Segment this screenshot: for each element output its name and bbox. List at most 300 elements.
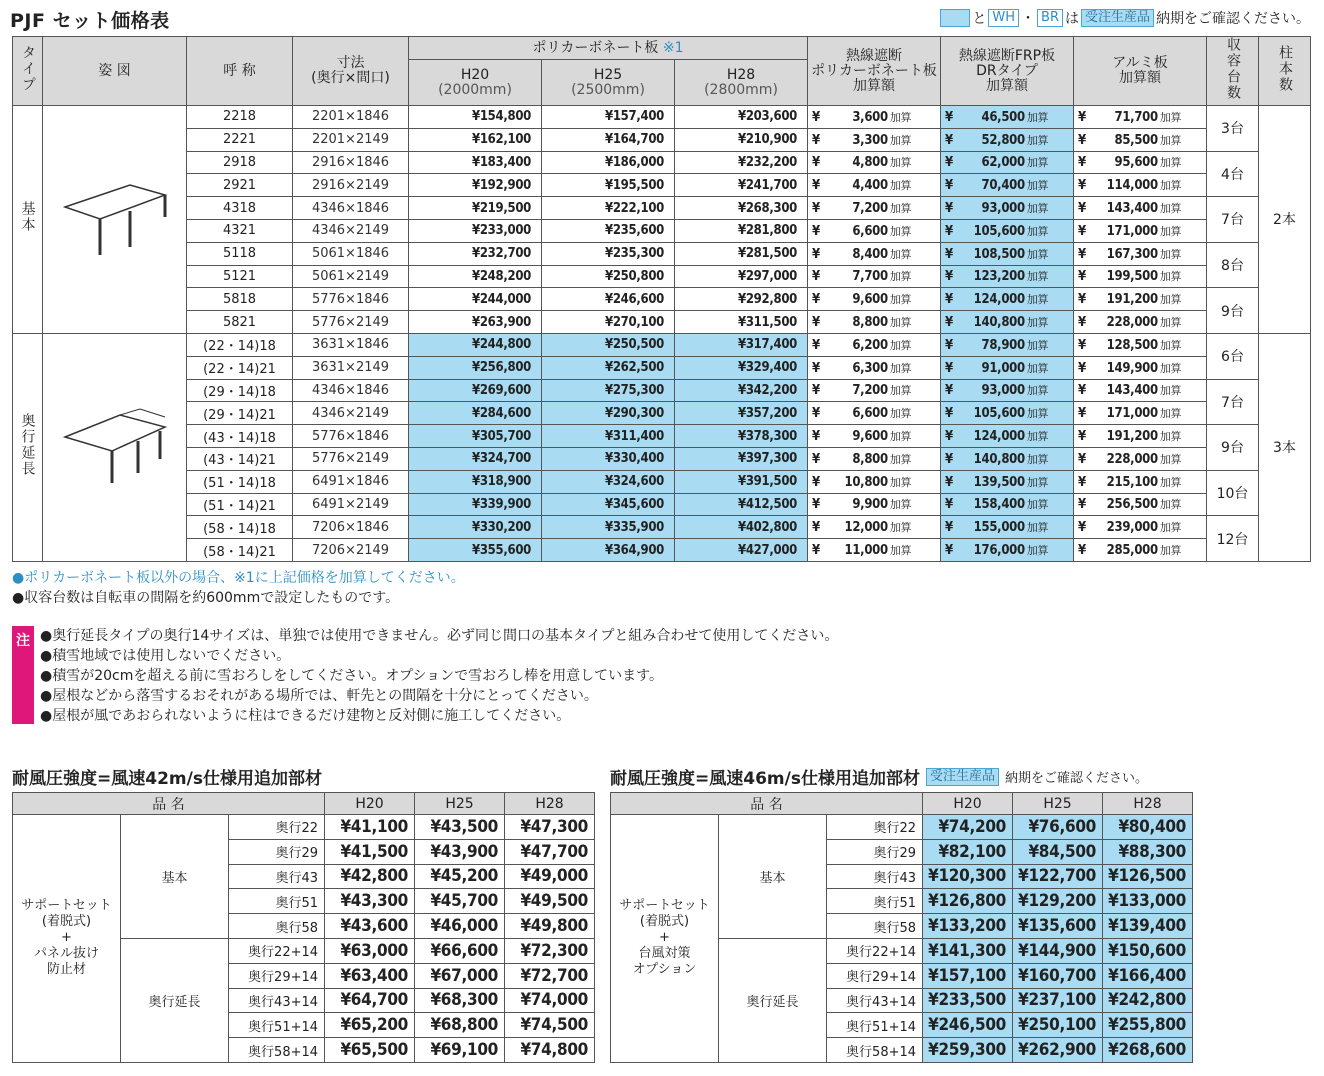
price-h25: ¥43,900	[415, 839, 505, 864]
header-polycarbonate: ポリカーボネート板 ※1	[409, 37, 808, 60]
price-h20: ¥43,300	[325, 889, 415, 914]
yen-sign: ¥	[1078, 497, 1086, 513]
add-value: 8,800	[852, 315, 888, 331]
model-name: (51・14)21	[187, 493, 293, 516]
yen-sign: ¥	[812, 520, 820, 536]
table-row	[13, 470, 1311, 493]
depth-label: 奥行43+14	[229, 988, 325, 1013]
caution-line: ●屋根などから落雪するおそれがある場所では、軒先との間隔を十分にとってください。	[40, 688, 598, 704]
add-price-alu	[1074, 539, 1207, 562]
posts-cell: 3本	[1259, 333, 1311, 561]
add-price-hp	[808, 379, 941, 402]
model-size: 3631×2149	[293, 356, 409, 379]
add-price-frp	[941, 106, 1074, 129]
add-value: 228,000	[1106, 315, 1158, 331]
header-h28: H28 (2800mm)	[675, 60, 808, 106]
add-value: 171,000	[1106, 406, 1158, 422]
add-label: 加算	[1026, 224, 1049, 238]
price-h28: ¥397,300	[675, 447, 808, 470]
price-h25: ¥67,000	[415, 963, 505, 988]
add-price-frp	[941, 539, 1074, 562]
add-label: 加算	[889, 475, 912, 489]
add-price-frp	[941, 151, 1074, 174]
price-h28: ¥342,200	[675, 379, 808, 402]
price-h28: ¥241,700	[675, 174, 808, 197]
depth-label: 奥行58	[229, 914, 325, 939]
add-price-hp	[808, 242, 941, 265]
price-h25: ¥250,500	[542, 333, 675, 356]
yen-sign: ¥	[812, 201, 820, 217]
price-h25: ¥364,900	[542, 539, 675, 562]
table-row	[13, 219, 1311, 242]
add-price-alu	[1074, 447, 1207, 470]
table-row	[13, 174, 1311, 197]
yen-sign: ¥	[812, 497, 820, 513]
wind46-header-h20: H20	[923, 793, 1013, 815]
legend-wh-tag: WH	[988, 9, 1019, 27]
add-price-hp	[808, 333, 941, 356]
item-name-line: 台風対策	[638, 946, 691, 962]
price-h28: ¥357,200	[675, 402, 808, 425]
price-h20: ¥65,200	[325, 1013, 415, 1038]
add-label: 加算	[1159, 224, 1182, 238]
add-value: 3,300	[852, 132, 888, 148]
table-row	[13, 288, 1311, 311]
price-h25: ¥160,700	[1013, 963, 1103, 988]
add-value: 6,200	[852, 337, 888, 353]
add-label: 加算	[889, 224, 912, 238]
table-row	[13, 402, 1311, 425]
add-value: 6,300	[852, 360, 888, 376]
table-row	[611, 815, 1193, 840]
add-label: 加算	[1159, 407, 1182, 421]
price-h25: ¥66,600	[415, 938, 505, 963]
model-size: 2201×2149	[293, 128, 409, 151]
type-label: 基本	[19, 201, 36, 234]
carport-basic-diagram	[60, 177, 170, 257]
price-h20: ¥154,800	[409, 106, 542, 129]
yen-sign: ¥	[1078, 292, 1086, 308]
header-type: タイプ	[13, 37, 43, 106]
capacity-cell: 7台	[1207, 197, 1259, 243]
price-h20: ¥248,200	[409, 265, 542, 288]
model-name: (58・14)18	[187, 516, 293, 539]
price-h25: ¥157,400	[542, 106, 675, 129]
price-h28: ¥88,300	[1103, 839, 1193, 864]
yen-sign: ¥	[945, 292, 953, 308]
yen-sign: ¥	[945, 360, 953, 376]
add-label: 加算	[889, 361, 912, 375]
price-h25: ¥270,100	[542, 311, 675, 334]
capacity-cell: 10台	[1207, 470, 1259, 516]
add-price-hp	[808, 151, 941, 174]
add-price-hp	[808, 356, 941, 379]
add-label: 加算	[1159, 338, 1182, 352]
model-size: 7206×1846	[293, 516, 409, 539]
table-row	[13, 242, 1311, 265]
price-h28: ¥47,700	[505, 839, 595, 864]
header-frp: 熱線遮断FRP板 DRタイプ 加算額	[941, 37, 1074, 106]
price-h20: ¥339,900	[409, 493, 542, 516]
add-value: 176,000	[973, 543, 1025, 559]
add-label: 加算	[889, 544, 912, 558]
add-price-frp	[941, 311, 1074, 334]
table-row	[13, 425, 1311, 448]
yen-sign: ¥	[945, 383, 953, 399]
add-label: 加算	[889, 430, 912, 444]
model-size: 5776×2149	[293, 311, 409, 334]
yen-sign: ¥	[1078, 474, 1086, 490]
add-label: 加算	[1026, 361, 1049, 375]
price-h20: ¥63,400	[325, 963, 415, 988]
price-h25: ¥46,000	[415, 914, 505, 939]
model-name: (51・14)18	[187, 470, 293, 493]
add-value: 70,400	[981, 178, 1025, 194]
yen-sign: ¥	[812, 360, 820, 376]
depth-label: 奥行51+14	[827, 1013, 923, 1038]
add-price-frp	[941, 425, 1074, 448]
model-name: 2218	[187, 106, 293, 129]
price-h25: ¥84,500	[1013, 839, 1103, 864]
header-capacity: 収容台数	[1207, 37, 1259, 106]
price-h25: ¥250,800	[542, 265, 675, 288]
price-h28: ¥72,300	[505, 938, 595, 963]
price-h20: ¥63,000	[325, 938, 415, 963]
add-price-alu	[1074, 288, 1207, 311]
legend-blue-swatch	[940, 9, 970, 27]
model-name: (29・14)18	[187, 379, 293, 402]
yen-sign: ¥	[1078, 360, 1086, 376]
capacity-cell: 9台	[1207, 288, 1259, 334]
price-h28: ¥232,200	[675, 151, 808, 174]
price-h20: ¥233,000	[409, 219, 542, 242]
price-h25: ¥250,100	[1013, 1013, 1103, 1038]
legend-wa: は	[1064, 11, 1079, 27]
item-name-line: +	[61, 930, 72, 946]
price-h28: ¥402,800	[675, 516, 808, 539]
price-h28: ¥292,800	[675, 288, 808, 311]
model-size: 5776×1846	[293, 288, 409, 311]
price-h28: ¥412,500	[675, 493, 808, 516]
price-h25: ¥237,100	[1013, 988, 1103, 1013]
add-price-alu	[1074, 356, 1207, 379]
add-price-frp	[941, 493, 1074, 516]
model-name: 4318	[187, 197, 293, 220]
add-value: 85,500	[1114, 132, 1158, 148]
add-value: 158,400	[973, 497, 1025, 513]
price-h20: ¥126,800	[923, 889, 1013, 914]
type-cell	[13, 106, 43, 334]
price-h28: ¥74,800	[505, 1038, 595, 1063]
price-h20: ¥82,100	[923, 839, 1013, 864]
add-value: 9,600	[852, 429, 888, 445]
model-size: 2916×2149	[293, 174, 409, 197]
price-h28: ¥210,900	[675, 128, 808, 151]
price-h20: ¥64,700	[325, 988, 415, 1013]
add-label: 加算	[1026, 544, 1049, 558]
table-row	[13, 151, 1311, 174]
price-h25: ¥275,300	[542, 379, 675, 402]
table-row	[13, 447, 1311, 470]
price-h25: ¥186,000	[542, 151, 675, 174]
add-label: 加算	[1159, 179, 1182, 193]
legend	[940, 8, 1310, 28]
yen-sign: ¥	[945, 155, 953, 171]
depth-label: 奥行29+14	[229, 963, 325, 988]
type-label: 奥行延長	[19, 413, 36, 478]
add-value: 108,500	[973, 246, 1025, 262]
add-value: 105,600	[973, 406, 1025, 422]
add-price-hp	[808, 402, 941, 425]
add-label: 加算	[1159, 475, 1182, 489]
add-label: 加算	[1026, 384, 1049, 398]
price-h20: ¥120,300	[923, 864, 1013, 889]
price-h20: ¥183,400	[409, 151, 542, 174]
yen-sign: ¥	[1078, 109, 1086, 125]
price-h25: ¥345,600	[542, 493, 675, 516]
group-basic: 基本	[719, 815, 827, 939]
yen-sign: ¥	[812, 383, 820, 399]
price-h28: ¥317,400	[675, 333, 808, 356]
caution-line: ●積雪が20cmを超える前に雪おろしをしてください。オプションで雪おろし棒を用意しています。	[40, 668, 663, 684]
model-size: 5061×1846	[293, 242, 409, 265]
header-size: 寸法 (奥行×間口)	[293, 37, 409, 106]
add-price-frp	[941, 379, 1074, 402]
header-posts: 柱本数	[1259, 37, 1311, 106]
price-h20: ¥141,300	[923, 938, 1013, 963]
price-h28: ¥281,500	[675, 242, 808, 265]
wind42-header-h25: H25	[415, 793, 505, 815]
legend-dot: ・	[1021, 11, 1036, 27]
add-price-frp	[941, 288, 1074, 311]
price-h25: ¥164,700	[542, 128, 675, 151]
notes	[12, 568, 465, 608]
table-row	[13, 265, 1311, 288]
add-label: 加算	[889, 521, 912, 535]
yen-sign: ¥	[945, 543, 953, 559]
yen-sign: ¥	[945, 315, 953, 331]
price-h20: ¥244,000	[409, 288, 542, 311]
note-line: ●ポリカーボネート板以外の場合、※1に上記価格を加算してください。	[12, 570, 465, 586]
yen-sign: ¥	[1078, 337, 1086, 353]
price-h28: ¥281,800	[675, 219, 808, 242]
group-extension: 奥行延長	[121, 938, 229, 1062]
price-h20: ¥233,500	[923, 988, 1013, 1013]
wind42-header-name: 品 名	[13, 793, 325, 815]
header-h25: H25 (2500mm)	[542, 60, 675, 106]
add-label: 加算	[1159, 498, 1182, 512]
caution-line: ●屋根が風であおられないように柱はできるだけ建物と反対側に施工してください。	[40, 708, 571, 724]
item-name-line: パネル抜け	[33, 946, 99, 962]
add-value: 140,800	[973, 315, 1025, 331]
depth-label: 奥行22+14	[827, 938, 923, 963]
caution-label: 注	[12, 626, 34, 724]
wind46-header-h25: H25	[1013, 793, 1103, 815]
add-value: 143,400	[1106, 201, 1158, 217]
yen-sign: ¥	[1078, 520, 1086, 536]
add-label: 加算	[1159, 452, 1182, 466]
add-value: 228,000	[1106, 451, 1158, 467]
depth-label: 奥行51	[827, 889, 923, 914]
add-price-hp	[808, 174, 941, 197]
price-h20: ¥355,600	[409, 539, 542, 562]
price-h28: ¥297,000	[675, 265, 808, 288]
yen-sign: ¥	[1078, 201, 1086, 217]
price-h25: ¥122,700	[1013, 864, 1103, 889]
table-row	[13, 128, 1311, 151]
price-h20: ¥318,900	[409, 470, 542, 493]
price-h25: ¥129,200	[1013, 889, 1103, 914]
capacity-cell: 9台	[1207, 425, 1259, 471]
add-label: 加算	[1026, 498, 1049, 512]
price-h20: ¥43,600	[325, 914, 415, 939]
add-price-alu	[1074, 174, 1207, 197]
add-label: 加算	[1159, 270, 1182, 284]
capacity-cell: 8台	[1207, 242, 1259, 288]
price-h20: ¥330,200	[409, 516, 542, 539]
legend-and: と	[972, 11, 987, 27]
wind46-header-name: 品 名	[611, 793, 923, 815]
depth-label: 奥行29+14	[827, 963, 923, 988]
price-h28: ¥166,400	[1103, 963, 1193, 988]
add-value: 191,200	[1106, 429, 1158, 445]
model-name: (58・14)21	[187, 539, 293, 562]
price-h28: ¥126,500	[1103, 864, 1193, 889]
item-name-line: (着脱式)	[41, 914, 92, 930]
yen-sign: ¥	[945, 474, 953, 490]
item-name-line: サポートセット	[619, 898, 710, 914]
add-value: 11,000	[844, 543, 888, 559]
add-price-hp	[808, 219, 941, 242]
add-label: 加算	[1026, 475, 1049, 489]
add-label: 加算	[1026, 293, 1049, 307]
legend-confirm: 納期をご確認ください。	[1156, 11, 1310, 27]
table-row	[13, 311, 1311, 334]
figure-cell	[43, 106, 187, 334]
model-name: 5118	[187, 242, 293, 265]
item-name-line: 防止材	[46, 962, 86, 978]
add-price-hp	[808, 311, 941, 334]
add-label: 加算	[1026, 156, 1049, 170]
wind42-title: 耐風圧強度=風速42m/s仕様用追加部材	[12, 769, 322, 789]
add-label: 加算	[1026, 133, 1049, 147]
price-h20: ¥65,500	[325, 1038, 415, 1063]
add-price-alu	[1074, 402, 1207, 425]
add-value: 8,400	[852, 246, 888, 262]
yen-sign: ¥	[1078, 543, 1086, 559]
price-h25: ¥262,500	[542, 356, 675, 379]
add-label: 加算	[1026, 521, 1049, 535]
item-name-line: +	[659, 930, 670, 946]
yen-sign: ¥	[1078, 406, 1086, 422]
yen-sign: ¥	[945, 201, 953, 217]
depth-label: 奥行58	[827, 914, 923, 939]
price-h20: ¥42,800	[325, 864, 415, 889]
header-name: 呼 称	[187, 37, 293, 106]
add-price-hp	[808, 128, 941, 151]
wind46-title-row	[610, 764, 1148, 789]
add-value: 114,000	[1106, 178, 1158, 194]
model-size: 4346×2149	[293, 219, 409, 242]
model-name: 2921	[187, 174, 293, 197]
add-value: 124,000	[973, 292, 1025, 308]
model-size: 2916×1846	[293, 151, 409, 174]
table-row	[13, 516, 1311, 539]
price-h25: ¥324,600	[542, 470, 675, 493]
add-price-hp	[808, 470, 941, 493]
capacity-cell: 12台	[1207, 516, 1259, 562]
add-label: 加算	[1026, 430, 1049, 444]
add-label: 加算	[1026, 316, 1049, 330]
add-label: 加算	[1026, 247, 1049, 261]
add-label: 加算	[889, 110, 912, 124]
depth-label: 奥行51	[229, 889, 325, 914]
price-h25: ¥235,600	[542, 219, 675, 242]
price-h25: ¥195,500	[542, 174, 675, 197]
add-label: 加算	[1159, 521, 1182, 535]
add-value: 6,600	[852, 223, 888, 239]
price-h28: ¥74,500	[505, 1013, 595, 1038]
add-price-hp	[808, 425, 941, 448]
yen-sign: ¥	[945, 406, 953, 422]
header-heat-poly: 熱線遮断 ポリカーボネート板 加算額	[808, 37, 941, 106]
add-value: 239,000	[1106, 520, 1158, 536]
add-value: 155,000	[973, 520, 1025, 536]
depth-label: 奥行22	[827, 815, 923, 840]
table-row	[13, 333, 1311, 356]
add-price-hp	[808, 288, 941, 311]
yen-sign: ¥	[812, 178, 820, 194]
add-price-alu	[1074, 493, 1207, 516]
add-value: 93,000	[981, 201, 1025, 217]
add-value: 256,500	[1106, 497, 1158, 513]
depth-label: 奥行58+14	[229, 1038, 325, 1063]
add-price-alu	[1074, 311, 1207, 334]
page-title: PJF セット価格表	[10, 10, 170, 32]
depth-label: 奥行43	[827, 864, 923, 889]
add-label: 加算	[889, 293, 912, 307]
price-h28: ¥268,600	[1103, 1038, 1193, 1063]
yen-sign: ¥	[812, 429, 820, 445]
depth-label: 奥行43	[229, 864, 325, 889]
depth-label: 奥行22	[229, 815, 325, 840]
add-value: 149,900	[1106, 360, 1158, 376]
add-price-frp	[941, 447, 1074, 470]
add-label: 加算	[1159, 110, 1182, 124]
price-h25: ¥69,100	[415, 1038, 505, 1063]
add-price-frp	[941, 470, 1074, 493]
type-cell	[13, 333, 43, 561]
price-h28: ¥311,500	[675, 311, 808, 334]
price-h20: ¥305,700	[409, 425, 542, 448]
posts-cell: 2本	[1259, 106, 1311, 334]
model-size: 4346×1846	[293, 379, 409, 402]
add-value: 139,500	[973, 474, 1025, 490]
yen-sign: ¥	[812, 246, 820, 262]
add-label: 加算	[1159, 361, 1182, 375]
yen-sign: ¥	[1078, 155, 1086, 171]
add-label: 加算	[889, 316, 912, 330]
price-h20: ¥232,700	[409, 242, 542, 265]
add-value: 71,700	[1114, 109, 1158, 125]
add-label: 加算	[1159, 293, 1182, 307]
table-row	[13, 539, 1311, 562]
model-size: 5061×2149	[293, 265, 409, 288]
wind46-confirm: 納期をご確認ください。	[1004, 771, 1148, 786]
model-name: (43・14)21	[187, 447, 293, 470]
add-value: 10,800	[844, 474, 888, 490]
depth-label: 奥行29	[229, 839, 325, 864]
